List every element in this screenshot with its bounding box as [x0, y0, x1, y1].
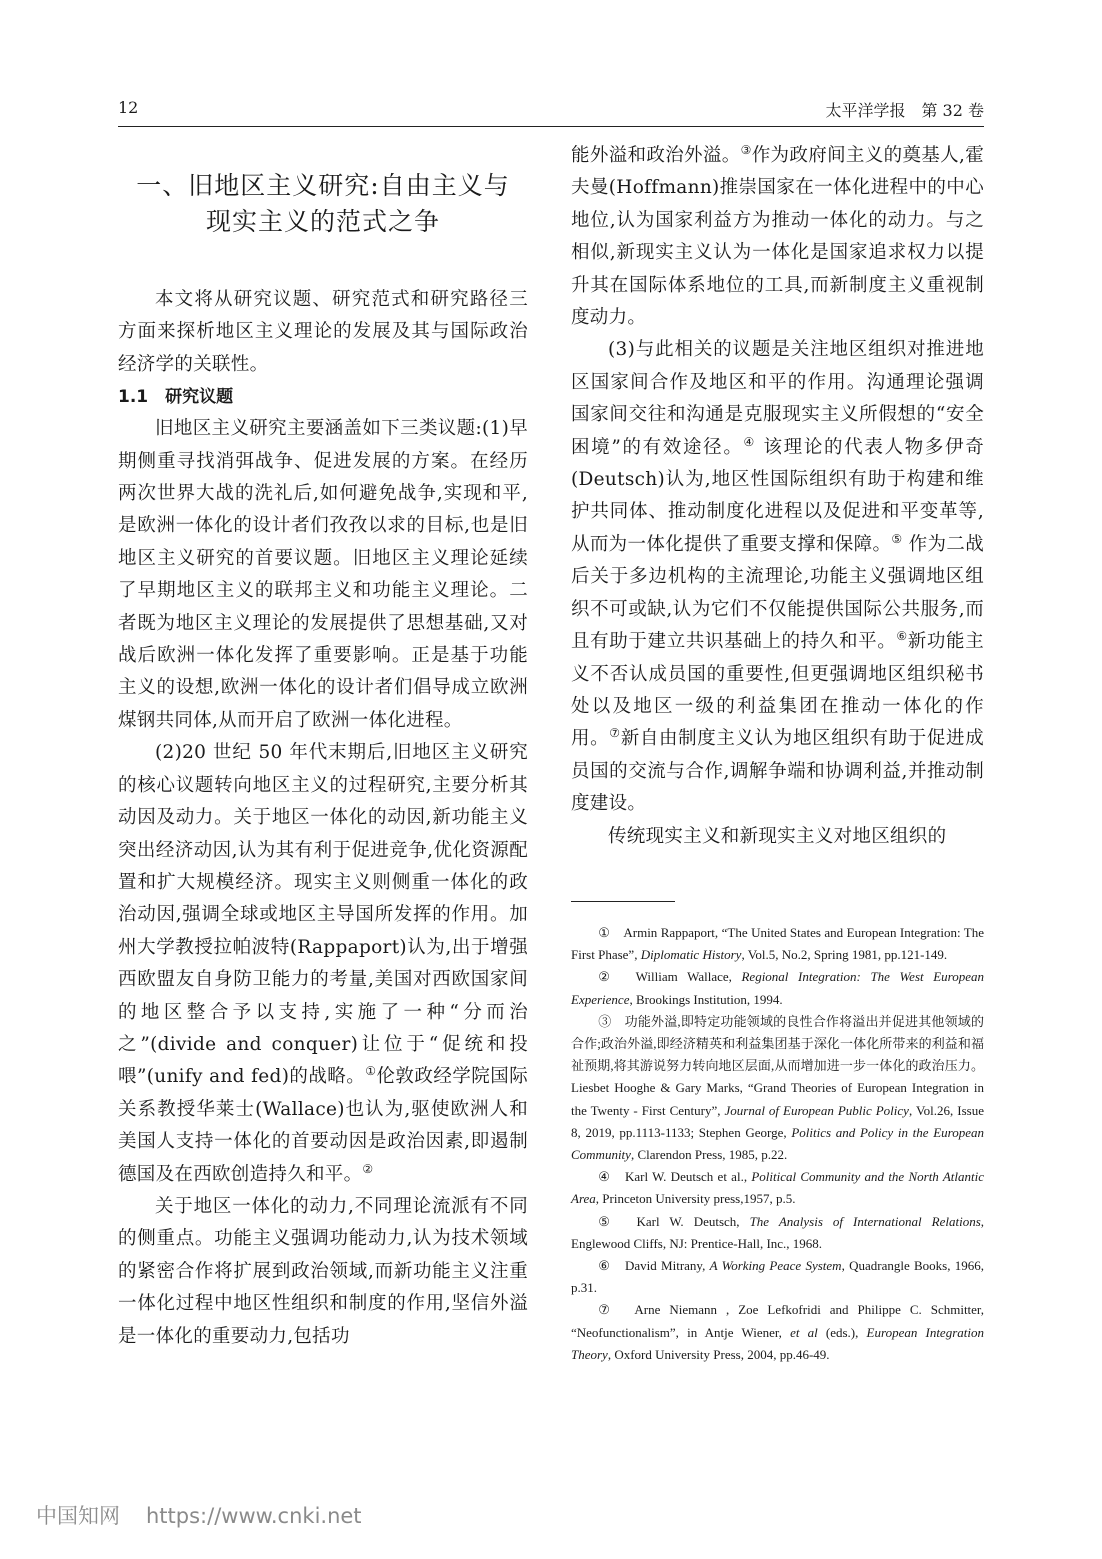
paragraph-topic-3-text-e: 新自由制度主义认为地区组织有助于促进成员国的交流与合作,调解争端和协调利益,并推动制度建设。 — [571, 728, 984, 815]
cnki-watermark — [36, 1500, 388, 1530]
paragraph-continued-text-b: 作为政府间主义的奠基人,霍夫曼(Hoffmann)推崇国家在一体化进程中的中心地位,认为国家利益方为推动一体化的动力。与之相似,新现实主义认为一体化是国家追求权力以提升其在国际体系地位的工具,而新制度主义重视制度动力。 — [571, 145, 984, 329]
paragraph-topic-3-text-c: 作为二战后关于多边机构的主流理论,功能主义强调地区组织不可或缺,认为它们不仅能提供国际公共服务,而且有助于建立共识基础上的持久和平。 — [571, 533, 984, 653]
paragraph-dynamics: 关于地区一体化的动力,不同理论流派有不同的侧重点。功能主义强调功能动力,认为技术领域的紧密合作将扩展到政治领域,而新功能主义注重一体化过程中地区性组织和制度的作用,坚信外溢是一体化的重要动力,包括功 — [118, 1195, 528, 1347]
footnote-ref-2[interactable]: ② — [362, 1161, 374, 1176]
paragraph-continued-text-a: 能外溢和政治外溢。 — [571, 145, 741, 166]
right-column — [571, 140, 984, 1366]
watermark-url[interactable]: https://www.cnki.net — [146, 1504, 362, 1528]
footnote-ref-4[interactable]: ④ — [743, 434, 756, 449]
footnote-ref-3[interactable]: ③ — [740, 142, 752, 157]
footnote-4: ④ Karl W. Deutsch et al., Political Community and the North Atlantic Area, Princeton University press,1957, p.5. — [571, 1169, 984, 1207]
paragraph-realism: 传统现实主义和新现实主义对地区组织的 — [608, 825, 947, 847]
footnote-3: ③ 功能外溢,即特定功能领域的良性合作将溢出并促进其他领域的合作;政治外溢,即经济精英和利益集团基于深化一体化所带来的利益和福祉预期,将其游说努力转向地区层面,从而增加进一步一体化的政治压力。Liesbet Hooghe & Gary Marks, “Grand Theories of European Integration in the Twenty - First Century”, Journal of European Public Policy, Vol.26, Issue 8, 2019, pp.1113-1133; Stephen George, Politics and Policy in the European Community, Clarendon Press, 1985, p.22. — [571, 1013, 984, 1162]
paragraph-topic-2-text-b: 伦敦政经学院国际关系教授华莱士(Wallace)也认为,驱使欧洲人和美国人支持一体化的首要动因是政治因素,即遏制德国及在西欧创造持久和平。 — [118, 1066, 529, 1185]
section-title-line-1: 一、旧地区主义研究:自由主义与 — [136, 171, 510, 200]
footnote-7: ⑦ Arne Niemann , Zoe Lefkofridi and Philippe C. Schmitter, “Neofunctionalism”, in Antje Wiener, et al (eds.), European Integration Theory, Oxford University Press, 2004, pp.46-49. — [571, 1302, 984, 1362]
journal-header: 太平洋学报 第 32 卷 — [825, 101, 984, 120]
paragraph-topic-2 — [118, 737, 528, 1191]
paragraph-topic-3-text-d: 新功能主义不否认成员国的重要性,但更强调地区组织秘书处以及地区一级的利益集团在推动一体化的作用。 — [571, 631, 984, 750]
footnote-ref-6[interactable]: ⑥ — [896, 628, 908, 643]
watermark-brand: 中国知网 — [36, 1504, 120, 1528]
footnote-5: ⑤ Karl W. Deutsch, The Analysis of International Relations, Englewood Cliffs, NJ: Prentice-Hall, Inc., 1968. — [571, 1213, 985, 1251]
section-title-line-2: 现实主义的范式之争 — [205, 207, 440, 236]
page-number: 12 — [118, 98, 139, 117]
left-column — [118, 140, 528, 1353]
intro-paragraph: 本文将从研究议题、研究范式和研究路径三方面来探析地区主义理论的发展及其与国际政治经济学的关联性。 — [118, 289, 528, 375]
footnote-ref-5[interactable]: ⑤ — [891, 531, 903, 546]
paragraph-continued — [571, 140, 984, 334]
paragraph-topic-3 — [571, 334, 984, 820]
subheading-research-topics: 1.1 研究议题 — [118, 387, 234, 408]
paragraph-topic-1: 旧地区主义研究主要涵盖如下三类议题:(1)早期侧重寻找消弭战争、促进发展的方案。在经历两次世界大战的洗礼后,如何避免战争,实现和平,是欧洲一体化的设计者们孜孜以求的目标,也是旧地区主义研究的首要议题。旧地区主义理论延续了早期地区主义的联邦主义和功能主义理论。二者既为地区主义理论的发展提供了思想基础,又对战后欧洲一体化发挥了重要影响。正是基于功能主义的设想,欧洲一体化的设计者们倡导成立欧洲煤钢共同体,从而开启了欧洲一体化进程。 — [118, 418, 528, 731]
footnote-ref-1[interactable]: ① — [365, 1064, 377, 1079]
footnote-ref-7[interactable]: ⑦ — [609, 726, 621, 741]
footnote-2: ② William Wallace, Regional Integration: The West European Experience, Brookings Institution, 1994. — [571, 969, 985, 1007]
footnote-rule — [571, 901, 675, 902]
footnote-6: ⑥ David Mitrany, A Working Peace System, Quadrangle Books, 1966, p.31. — [571, 1257, 984, 1296]
header-rule — [118, 126, 984, 127]
paragraph-topic-3-text-a: (3)与此相关的议题是关注地区组织对推进地区国家间合作及地区和平的作用。沟通理论强调国家间交往和沟通是克服现实主义所假想的“安全困境”的有效途径。 — [571, 339, 984, 458]
footnote-1: ① Armin Rappaport, “The United States and European Integration: The First Phase”, Diplomatic History, Vol.5, No.2, Spring 1981, pp.121-149. — [571, 924, 984, 963]
paragraph-topic-2-text-a: (2)20 世纪 50 年代末期后,旧地区主义研究的核心议题转向地区主义的过程研究,主要分析其动因及动力。关于地区一体化的动因,新功能主义突出经济动因,认为其有利于促进竞争,优化资源配置和扩大规模经济。现实主义则侧重一体化的政治动因,强调全球或地区主导国所发挥的作用。加州大学教授拉帕波特(Rappaport)认为,出于增强西欧盟友自身防卫能力的考量,美国对西欧国家间的地区整合予以支持,实施了一种“分而治之”(divide and conquer)让位于“促统和投喂”(unify and fed)的战略。 — [118, 742, 528, 1088]
paragraph-topic-3-text-b: 该理论的代表人物多伊奇(Deutsch)认为,地区性国际组织有助于构建和维护共同体、推动制度化进程以及促进和平变革等,从而为一体化提供了重要支撑和保障。 — [571, 436, 984, 555]
section-title — [118, 168, 528, 240]
